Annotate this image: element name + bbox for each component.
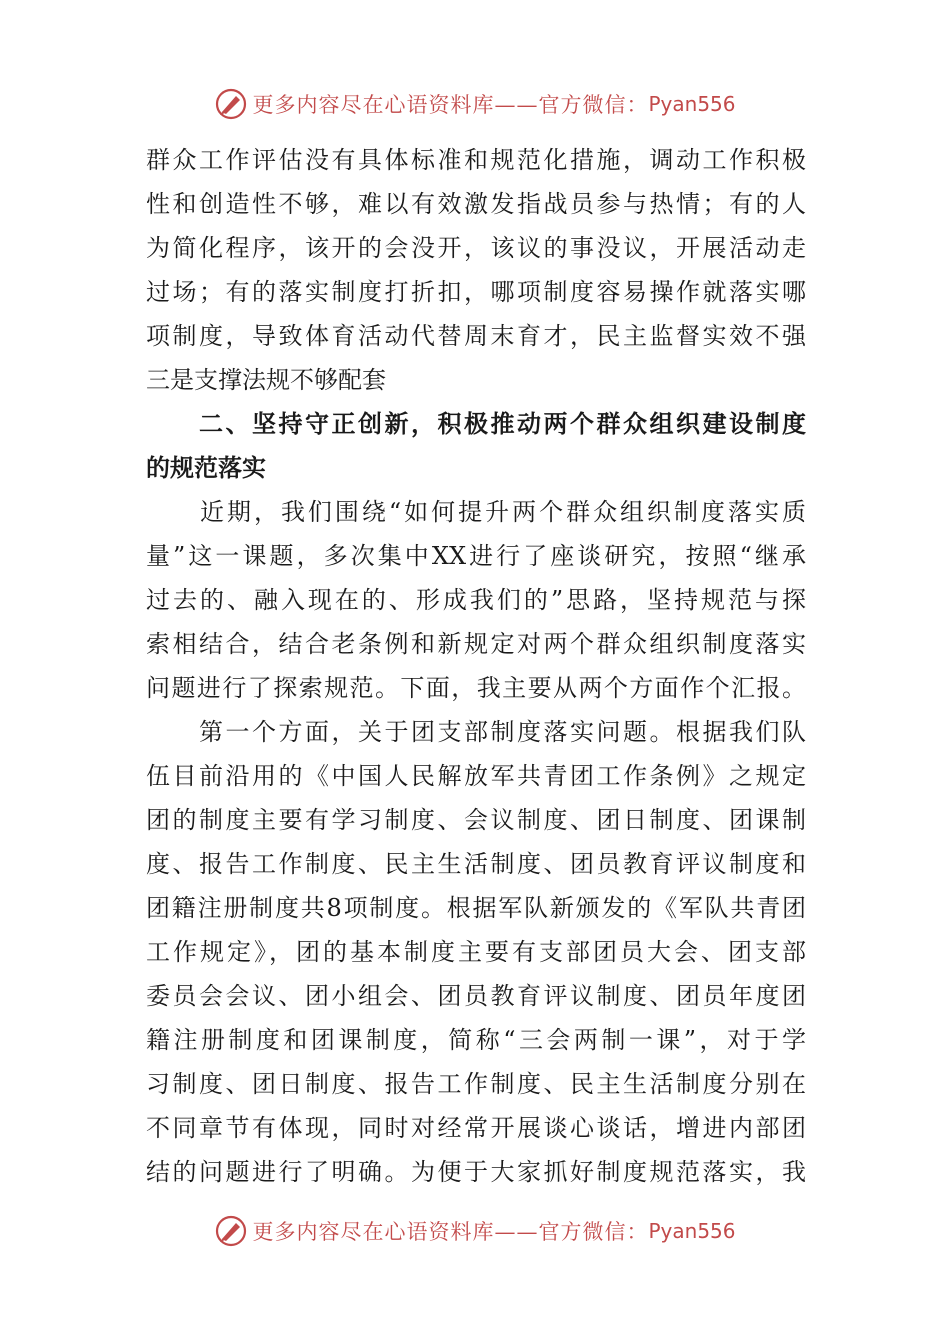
pen-logo-icon <box>214 1214 248 1248</box>
paragraph-line: 项制度，导致体育活动代替周末育才，民主监督实效不强 <box>146 322 806 350</box>
paragraph-line: 度、报告工作制度、民主生活制度、团员教育评议制度和 <box>146 850 806 878</box>
section-heading-line: 二、坚持守正创新，积极推动两个群众组织建设制度 <box>146 410 806 438</box>
paragraph-line: 团籍注册制度共8项制度。根据军队新颁发的《军队共青团 <box>146 894 806 922</box>
paragraph-line: 不同章节有体现，同时对经常开展谈心谈话，增进内部团 <box>146 1114 806 1142</box>
paragraph-line: 习制度、团日制度、报告工作制度、民主生活制度分别在 <box>146 1070 806 1098</box>
paragraph-line: 三是支撑法规不够配套 <box>146 366 386 394</box>
paragraph-line: 为简化程序，该开的会没开，该议的事没议，开展活动走 <box>146 234 806 262</box>
paragraph-line: 性和创造性不够，难以有效激发指战员参与热情；有的人 <box>146 190 806 218</box>
pen-logo-icon <box>214 87 248 121</box>
section-heading-line: 的规范落实 <box>146 454 266 482</box>
watermark-footer <box>0 1211 950 1251</box>
paragraph-line: 群众工作评估没有具体标准和规范化措施，调动工作积极 <box>146 146 806 174</box>
document-body <box>146 138 806 1194</box>
paragraph-line: 结的问题进行了明确。为便于大家抓好制度规范落实，我 <box>146 1158 806 1186</box>
paragraph-line: 过去的、融入现在的、形成我们的”思路，坚持规范与探 <box>146 586 806 614</box>
watermark-handle: Pyan556 <box>648 92 736 116</box>
paragraph-line: 委员会会议、团小组会、团员教育评议制度、团员年度团 <box>146 982 806 1010</box>
watermark-text: 更多内容尽在心语资料库——官方微信： <box>252 93 649 117</box>
paragraph-line: 伍目前沿用的《中国人民解放军共青团工作条例》之规定 <box>146 762 806 790</box>
paragraph-line: 过场；有的落实制度打折扣，哪项制度容易操作就落实哪 <box>146 278 806 306</box>
paragraph-line: 近期，我们围绕“如何提升两个群众组织制度落实质 <box>146 498 806 526</box>
paragraph-line: 籍注册制度和团课制度，简称“三会两制一课”，对于学 <box>146 1026 806 1054</box>
paragraph-line: 索相结合，结合老条例和新规定对两个群众组织制度落实 <box>146 630 806 658</box>
paragraph-line: 量”这一课题，多次集中XX进行了座谈研究，按照“继承 <box>146 542 806 570</box>
paragraph-line: 问题进行了探索规范。下面，我主要从两个方面作个汇报。 <box>146 674 806 702</box>
watermark-text: 更多内容尽在心语资料库——官方微信： <box>252 1220 649 1244</box>
paragraph-line: 工作规定》，团的基本制度主要有支部团员大会、团支部 <box>146 938 806 966</box>
watermark-handle: Pyan556 <box>648 1219 736 1243</box>
watermark-header <box>0 84 950 124</box>
paragraph-line: 团的制度主要有学习制度、会议制度、团日制度、团课制 <box>146 806 806 834</box>
paragraph-line: 第一个方面，关于团支部制度落实问题。根据我们队 <box>146 718 806 746</box>
